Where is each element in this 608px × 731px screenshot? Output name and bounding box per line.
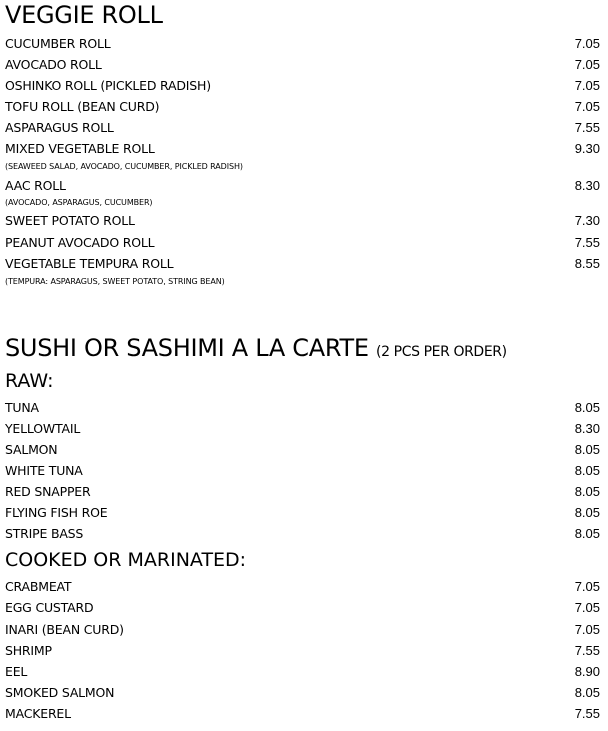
item-name: SALMON xyxy=(5,442,58,457)
item-price: 7.55 xyxy=(574,706,600,721)
item-name: TUNA xyxy=(5,400,39,415)
item-price: 7.55 xyxy=(574,235,600,250)
item-name: FLYING FISH ROE xyxy=(5,505,108,520)
menu-item xyxy=(5,253,603,274)
item-price: 7.05 xyxy=(574,600,600,615)
item-name: MACKEREL xyxy=(5,706,71,721)
menu-item xyxy=(5,117,603,138)
menu-item xyxy=(5,210,603,231)
item-name: CUCUMBER ROLL xyxy=(5,36,111,51)
item-price: 8.05 xyxy=(574,400,600,415)
item-price: 7.55 xyxy=(574,643,600,658)
item-price: 7.05 xyxy=(574,99,600,114)
menu-item xyxy=(5,54,603,75)
menu-item xyxy=(5,75,603,96)
menu-item xyxy=(5,523,603,544)
item-name: SMOKED SALMON xyxy=(5,685,115,700)
item-name: STRIPE BASS xyxy=(5,526,84,541)
item-price: 8.30 xyxy=(574,421,600,436)
item-price: 8.05 xyxy=(574,484,600,499)
item-price: 8.30 xyxy=(574,178,600,193)
item-name: CRABMEAT xyxy=(5,579,72,594)
cooked-marinated-subheading: COOKED OR MARINATED: xyxy=(5,549,247,571)
item-name: SWEET POTATO ROLL xyxy=(5,213,135,228)
menu-item xyxy=(5,597,603,618)
item-price: 8.05 xyxy=(574,685,600,700)
item-name: SHRIMP xyxy=(5,643,52,658)
item-description: (TEMPURA: ASPARAGUS, SWEET POTATO, STRING BEAN) xyxy=(5,277,225,286)
menu-item xyxy=(5,640,603,661)
item-name: AAC ROLL xyxy=(5,178,66,193)
item-price: 8.05 xyxy=(574,505,600,520)
item-price: 7.05 xyxy=(574,579,600,594)
menu-item xyxy=(5,682,603,703)
item-description: (AVOCADO, ASPARAGUS, CUCUMBER) xyxy=(5,198,153,207)
item-name: PEANUT AVOCADO ROLL xyxy=(5,235,155,250)
menu-item xyxy=(5,481,603,502)
item-price: 7.05 xyxy=(574,622,600,637)
item-name: RED SNAPPER xyxy=(5,484,91,499)
menu-item xyxy=(5,418,603,439)
item-name: VEGETABLE TEMPURA ROLL xyxy=(5,256,174,271)
item-name: YELLOWTAIL xyxy=(5,421,81,436)
menu-item xyxy=(5,232,603,253)
item-name: WHITE TUNA xyxy=(5,463,83,478)
menu-item xyxy=(5,96,603,117)
item-price: 8.90 xyxy=(574,664,600,679)
item-price: 7.05 xyxy=(574,36,600,51)
item-name: EEL xyxy=(5,664,28,679)
menu-item xyxy=(5,703,603,724)
item-price: 8.05 xyxy=(574,442,600,457)
item-name: OSHINKO ROLL (PICKLED RADISH) xyxy=(5,78,211,93)
veggie-roll-heading: VEGGIE ROLL xyxy=(5,1,163,29)
menu-item xyxy=(5,439,603,460)
item-price: 7.05 xyxy=(574,78,600,93)
item-name: EGG CUSTARD xyxy=(5,600,94,615)
menu-item xyxy=(5,397,603,418)
menu-item xyxy=(5,33,603,54)
menu-item xyxy=(5,576,603,597)
item-price: 7.55 xyxy=(574,120,600,135)
menu-item xyxy=(5,619,603,640)
item-name: AVOCADO ROLL xyxy=(5,57,102,72)
item-price: 7.30 xyxy=(574,213,600,228)
section-subtitle: (2 PCS PER ORDER) xyxy=(376,344,507,360)
section-title: SUSHI OR SASHIMI A LA CARTE xyxy=(5,334,369,362)
item-price: 9.30 xyxy=(574,141,600,156)
item-price: 7.05 xyxy=(574,57,600,72)
menu-item xyxy=(5,460,603,481)
item-description: (SEAWEED SALAD, AVOCADO, CUCUMBER, PICKLED RADISH) xyxy=(5,162,243,171)
item-name: TOFU ROLL (BEAN CURD) xyxy=(5,99,160,114)
raw-subheading: RAW: xyxy=(5,370,54,392)
sushi-sashimi-heading xyxy=(5,334,507,366)
item-name: MIXED VEGETABLE ROLL xyxy=(5,141,155,156)
item-price: 8.55 xyxy=(574,256,600,271)
item-name: ASPARAGUS ROLL xyxy=(5,120,114,135)
item-price: 8.05 xyxy=(574,463,600,478)
menu-item xyxy=(5,661,603,682)
menu-item xyxy=(5,502,603,523)
item-price: 8.05 xyxy=(574,526,600,541)
menu-item xyxy=(5,175,603,196)
menu-item xyxy=(5,138,603,159)
item-name: INARI (BEAN CURD) xyxy=(5,622,124,637)
